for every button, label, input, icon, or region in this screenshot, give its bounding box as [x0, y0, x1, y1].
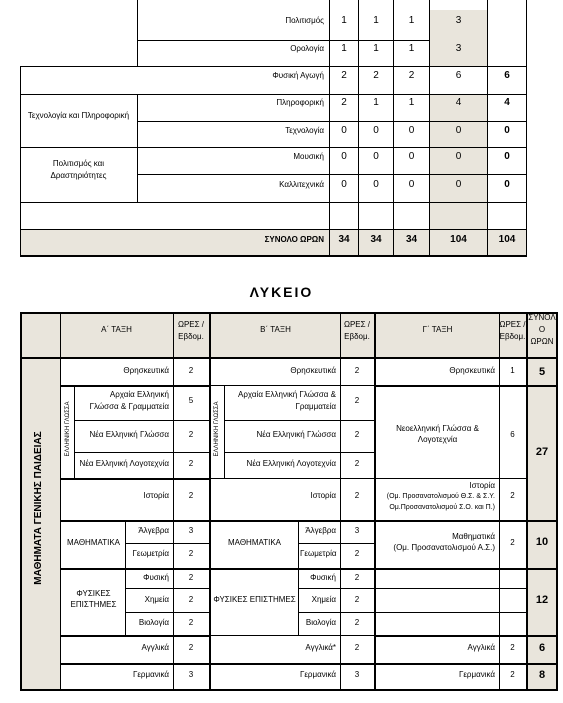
header-total: ΩΡΩΝ: [530, 337, 554, 346]
b-hours: 2: [354, 595, 360, 604]
b-hours: 2: [354, 459, 360, 468]
value-cell: 1: [408, 15, 415, 26]
value-cell: 0: [504, 125, 510, 136]
c-hours: 1: [510, 366, 515, 375]
b-hours: 2: [354, 366, 360, 375]
total-cell: 12: [535, 594, 549, 606]
total-label: ΣΥΝΟΛΟ ΩΡΩΝ: [264, 235, 324, 244]
subject-label: Τεχνολογία: [285, 126, 324, 135]
group-culture-label: Πολιτισμός και: [52, 159, 105, 168]
a-hours: 2: [188, 430, 194, 439]
a-hours: 2: [188, 459, 194, 468]
value-cell: 0: [455, 151, 462, 162]
value-cell: 2: [341, 70, 347, 81]
value-cell: 1: [341, 15, 347, 26]
value-cell: 0: [341, 151, 347, 162]
group-tech-label: Τεχνολογία και Πληροφορική: [27, 111, 130, 120]
b-subject: Αρχαία Ελληνική Γλώσσα &: [238, 390, 336, 399]
value-cell: 0: [455, 125, 462, 136]
total-cell: 5: [538, 366, 546, 378]
total-value: 34: [338, 234, 350, 245]
a-hours: 2: [188, 366, 194, 375]
b-subject: Χημεία: [311, 595, 336, 604]
value-cell: 6: [455, 70, 462, 81]
c-hours: 2: [510, 491, 515, 500]
c-subject: Λογοτεχνία: [417, 435, 458, 444]
a-subject: Νέα Ελληνική Γλώσσα: [89, 430, 169, 439]
subject-label: Μουσική: [293, 152, 324, 161]
header-total: ΣΥΝΟΛ: [528, 313, 556, 322]
value-cell: 0: [504, 179, 510, 190]
greek-group-label: ΕΛΛΗΝΙΚΗ ΓΛΩΣΣΑ: [65, 401, 71, 457]
a-subject: Γεωμετρία: [132, 549, 169, 558]
value-cell: 0: [455, 179, 462, 190]
c-hours: 6: [510, 430, 515, 439]
total-value: 104: [498, 234, 516, 245]
b-subject: Θρησκευτικά: [290, 366, 336, 375]
value-cell: 0: [373, 151, 379, 162]
header-c-class: Γ΄ ΤΑΞΗ: [422, 325, 453, 334]
b-science-group: ΦΥΣΙΚΕΣ ΕΠΙΣΤΗΜΕΣ: [213, 595, 296, 604]
b-hours: 2: [354, 430, 360, 439]
total-value: 34: [370, 234, 382, 245]
a-hours: 2: [188, 595, 194, 604]
subject-label: Ορολογία: [290, 44, 324, 53]
c-subject: Γερμανικά: [458, 670, 495, 679]
a-subject: Γερμανικά: [132, 670, 169, 679]
header-hours: ΩΡΕΣ /: [499, 320, 526, 329]
a-subject: Βιολογία: [138, 618, 169, 627]
a-subject: Χημεία: [144, 595, 169, 604]
value-cell: 2: [373, 70, 379, 81]
a-hours: 2: [188, 643, 194, 652]
b-subject: Νέα Ελληνική Γλώσσα: [256, 430, 336, 439]
c-hours: 2: [510, 643, 515, 652]
total-cell: 10: [535, 536, 549, 548]
b-subject: Γερμανικά: [299, 670, 336, 679]
value-cell: 2: [341, 97, 347, 108]
header-hours: ΩΡΕΣ /: [177, 320, 205, 329]
b-hours: 2: [354, 643, 360, 652]
value-cell: 0: [408, 125, 415, 136]
c-hours: 2: [510, 538, 515, 547]
value-cell: 1: [408, 97, 415, 108]
b-subject: Ιστορία: [310, 491, 336, 500]
total-cell: 6: [538, 642, 546, 654]
value-cell: 0: [341, 125, 347, 136]
a-hours: 3: [188, 670, 194, 679]
value-cell: 0: [373, 125, 379, 136]
section-heading: ΛΥΚΕΙΟ: [249, 284, 314, 300]
b-hours: 2: [354, 491, 360, 500]
a-science-group: ΦΥΣΙΚΕΣ: [76, 589, 111, 598]
header-hours: Εβδομ.: [178, 332, 204, 341]
a-hours: 2: [188, 491, 194, 500]
total-cell: 27: [535, 446, 549, 458]
a-subject: Άλγεβρα: [138, 526, 169, 535]
a-subject: Ιστορία: [143, 491, 169, 500]
c-subject: Θρησκευτικά: [449, 366, 495, 375]
value-cell: 0: [504, 151, 510, 162]
total-value: 34: [405, 234, 418, 245]
header-hours: ΩΡΕΣ /: [343, 320, 371, 329]
b-subject: Νέα Ελληνική Λογοτεχνία: [246, 459, 336, 468]
b-subject: Αγγλικά*: [305, 643, 336, 652]
c-subject: Αγγλικά: [467, 643, 495, 652]
total-cell: 8: [538, 669, 546, 681]
a-subject: Γλώσσα & Γραμματεία: [89, 402, 169, 411]
side-label: ΜΑΘΗΜΑΤΑ ΓΕΝΙΚΗΣ ΠΑΙΔΕΙΑΣ: [33, 431, 44, 585]
a-hours: 3: [188, 526, 194, 535]
value-cell: 1: [408, 43, 415, 54]
c-subject: (Ομ. Προσανατολισμού Θ.Σ. & Σ.Υ.: [386, 493, 495, 500]
value-cell: 4: [455, 97, 462, 108]
value-cell: 3: [455, 43, 462, 54]
subject-label: Φυσική Αγωγή: [272, 71, 324, 80]
value-cell: 0: [408, 179, 415, 190]
b-hours: 2: [354, 549, 360, 558]
total-value: 104: [450, 234, 467, 245]
value-cell: 0: [341, 179, 347, 190]
c-hours: 2: [510, 670, 515, 679]
b-subject: Φυσική: [310, 573, 336, 582]
header-b-class: Β΄ ΤΑΞΗ: [260, 325, 291, 334]
b-hours: 2: [354, 573, 360, 582]
value-cell: 1: [341, 43, 347, 54]
a-subject: Φυσική: [143, 573, 169, 582]
a-subject: Θρησκευτικά: [123, 366, 169, 375]
subject-label: Πληροφορική: [276, 98, 324, 107]
b-subject: Άλγεβρα: [305, 526, 336, 535]
a-hours: 5: [188, 396, 194, 405]
b-math-group: ΜΑΘΗΜΑΤΙΚΑ: [227, 538, 282, 547]
a-science-group: ΕΠΙΣΤΗΜΕΣ: [70, 600, 117, 609]
header-hours: Εβδομ.: [344, 332, 370, 341]
b-hours: 3: [354, 670, 360, 679]
b-hours: 2: [354, 396, 360, 405]
value-cell: 6: [504, 70, 510, 81]
a-hours: 2: [188, 618, 194, 627]
greek-group-label: ΕΛΛΗΝΙΚΗ ΓΛΩΣΣΑ: [214, 401, 220, 457]
c-subject: Νεοελληνική Γλώσσα &: [396, 424, 479, 433]
c-subject: Ιστορία: [469, 481, 495, 490]
a-math-group: ΜΑΘΗΜΑΤΙΚΑ: [66, 538, 121, 547]
c-subject: (Ομ. Προσανατολισμού Α.Σ.): [393, 543, 495, 552]
value-cell: 1: [373, 43, 379, 54]
a-hours: 2: [188, 573, 194, 582]
subject-label: Πολιτισμός: [285, 16, 324, 25]
a-subject: Αρχαία Ελληνική: [109, 390, 169, 399]
c-subject: Ομ.Προσανατολισμού Σ.Ο. και Π.): [389, 504, 495, 511]
a-subject: Αγγλικά: [141, 643, 169, 652]
b-subject: Βιολογία: [305, 618, 336, 627]
a-subject: Νέα Ελληνική Λογοτεχνία: [79, 459, 169, 468]
b-hours: 2: [354, 618, 360, 627]
value-cell: 0: [408, 151, 415, 162]
c-subject: Μαθηματικά: [452, 532, 495, 541]
group-culture-label: Δραστηριότητες: [50, 171, 107, 180]
subject-label: Καλλιτεχνικά: [279, 180, 324, 189]
header-hours: Εβδομ.: [499, 332, 526, 341]
b-subject: Γεωμετρία: [300, 549, 337, 558]
b-subject: Γραμματεία: [295, 402, 336, 411]
header-total: Ο: [538, 325, 546, 334]
value-cell: 1: [373, 15, 379, 26]
value-cell: 2: [408, 70, 415, 81]
value-cell: 1: [373, 97, 379, 108]
b-hours: 3: [354, 526, 360, 535]
value-cell: 4: [504, 97, 510, 108]
value-cell: 3: [455, 15, 462, 26]
header-a-class: Α΄ ΤΑΞΗ: [101, 325, 132, 334]
a-hours: 2: [188, 549, 194, 558]
value-cell: 0: [373, 179, 379, 190]
